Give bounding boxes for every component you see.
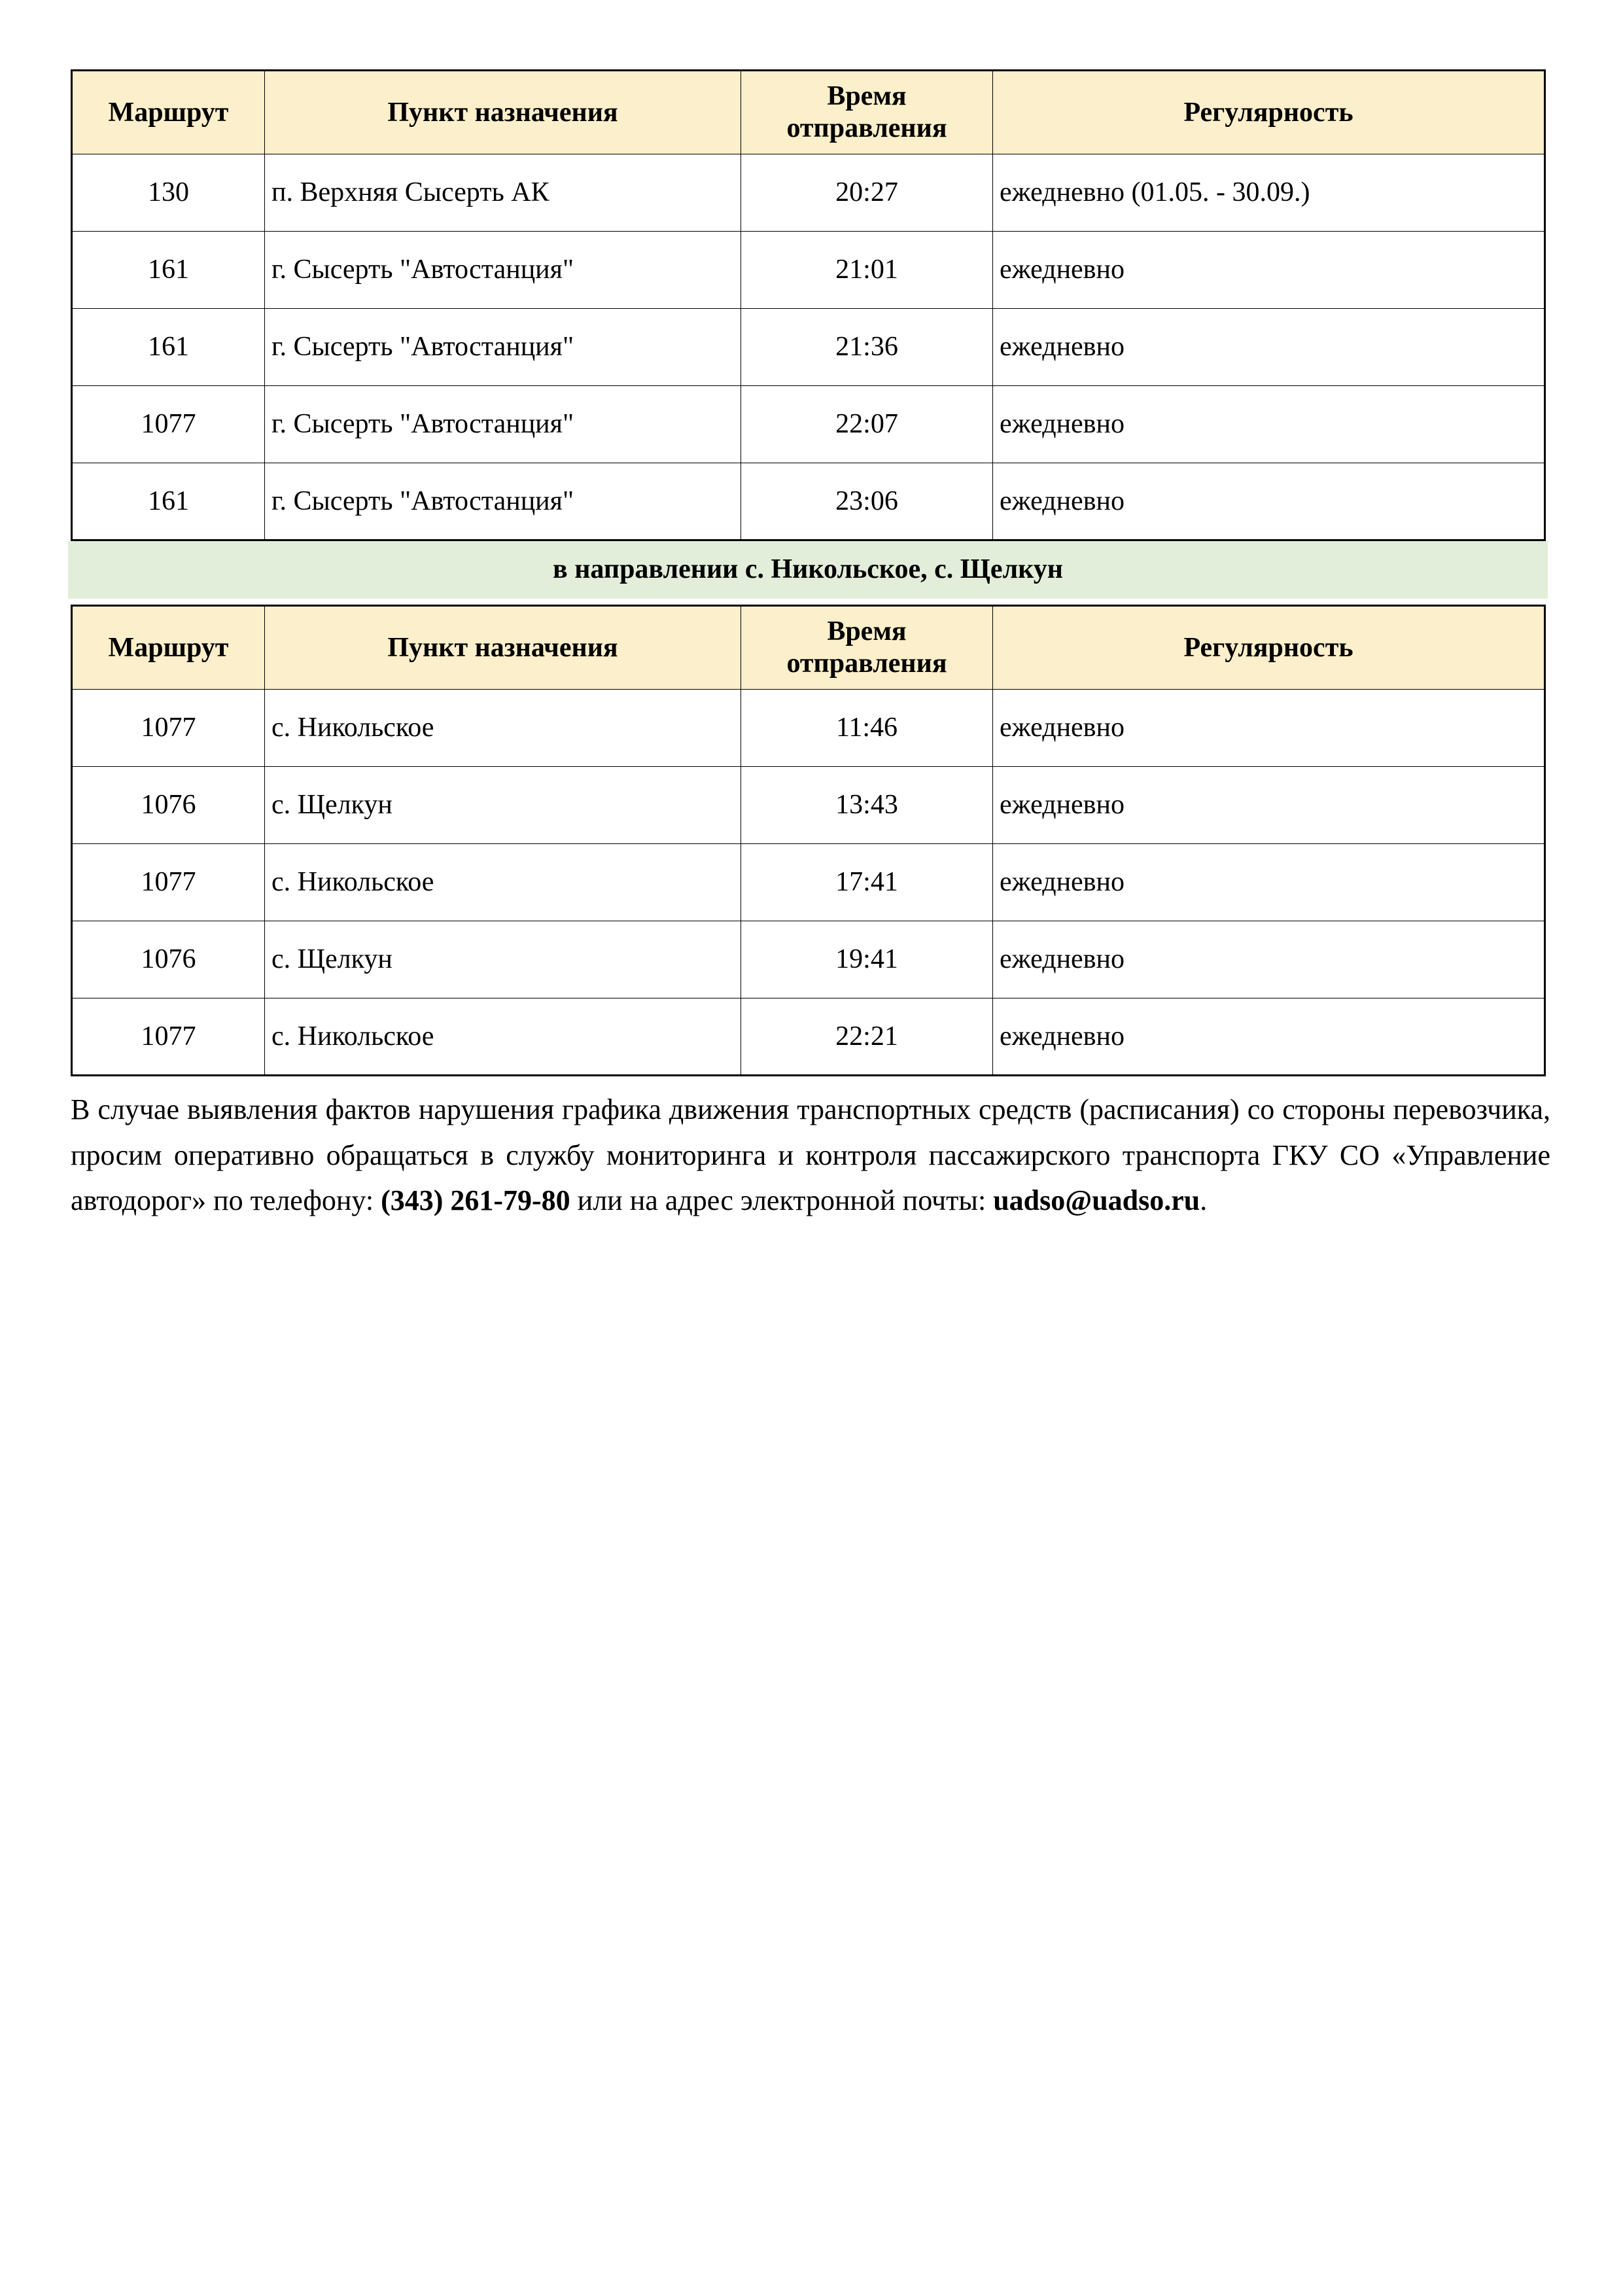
table-row (72, 998, 1545, 1076)
cell-departure-time: 11:46 (741, 690, 993, 767)
cell-route: 1076 (72, 921, 265, 998)
table-bottom-header (72, 606, 1545, 690)
cell-route: 130 (72, 154, 265, 232)
cell-departure-time: 21:01 (741, 232, 993, 309)
departure-time-line-1: Время (827, 81, 907, 112)
column-header-departure-time (741, 71, 993, 154)
column-header-route: Маршрут (72, 71, 265, 154)
section-direction-band: в направлении с. Никольское, с. Щелкун (68, 541, 1548, 599)
contact-email: uadso@uadso.ru (993, 1184, 1200, 1217)
cell-departure-time: 21:36 (741, 309, 993, 386)
footer-note-text-part-1: В случае выявления фактов нарушения графика движения транспортных средств (расписания) со стороны перевозчика, просим оперативно обращаться в службу мониторинга и контроля пассажирского транспорта ГКУ СО «Управление автодорог» по телефону: (71, 1093, 1550, 1217)
footer-contact-note (71, 1087, 1550, 1224)
table-row (72, 690, 1545, 767)
table-row (72, 921, 1545, 998)
cell-destination: г. Сысерть "Автостанция" (265, 463, 741, 540)
table-row (72, 154, 1545, 232)
cell-regularity: ежедневно (993, 921, 1545, 998)
table-row (72, 309, 1545, 386)
departure-time-line-2: отправления (786, 648, 947, 679)
cell-regularity: ежедневно (993, 844, 1545, 921)
cell-departure-time: 19:41 (741, 921, 993, 998)
column-header-regularity: Регулярность (993, 71, 1545, 154)
cell-destination: с. Щелкун (265, 921, 741, 998)
cell-route: 161 (72, 232, 265, 309)
schedule-table-top (71, 69, 1546, 541)
cell-regularity: ежедневно (993, 998, 1545, 1076)
departure-time-line-2: отправления (786, 113, 947, 143)
cell-route: 1076 (72, 767, 265, 844)
cell-departure-time: 23:06 (741, 463, 993, 540)
cell-route: 1077 (72, 844, 265, 921)
cell-destination: с. Никольское (265, 998, 741, 1076)
column-header-destination: Пункт назначения (265, 606, 741, 690)
cell-regularity: ежедневно (993, 232, 1545, 309)
table-row (72, 232, 1545, 309)
cell-regularity: ежедневно (993, 767, 1545, 844)
cell-departure-time: 20:27 (741, 154, 993, 232)
departure-time-line-1: Время (827, 616, 907, 647)
cell-regularity: ежедневно (01.05. - 30.09.) (993, 154, 1545, 232)
column-header-destination: Пункт назначения (265, 71, 741, 154)
cell-departure-time: 22:21 (741, 998, 993, 1076)
cell-destination: г. Сысерть "Автостанция" (265, 309, 741, 386)
table-row (72, 767, 1545, 844)
cell-route: 1077 (72, 998, 265, 1076)
cell-departure-time: 22:07 (741, 386, 993, 463)
cell-regularity: ежедневно (993, 463, 1545, 540)
band-spacer (71, 599, 1550, 605)
cell-route: 161 (72, 309, 265, 386)
cell-regularity: ежедневно (993, 309, 1545, 386)
cell-regularity: ежедневно (993, 386, 1545, 463)
cell-destination: с. Щелкун (265, 767, 741, 844)
cell-departure-time: 13:43 (741, 767, 993, 844)
cell-destination: г. Сысерть "Автостанция" (265, 232, 741, 309)
schedule-table-bottom (71, 605, 1546, 1076)
table-header-row (72, 606, 1545, 690)
column-header-regularity: Регулярность (993, 606, 1545, 690)
cell-route: 1077 (72, 690, 265, 767)
document-content (71, 69, 1550, 1252)
cell-destination: п. Верхняя Сысерть АК (265, 154, 741, 232)
cell-destination: с. Никольское (265, 690, 741, 767)
table-bottom-body (72, 690, 1545, 1076)
table-row (72, 463, 1545, 540)
table-top-body (72, 154, 1545, 540)
footer-note-text-part-3: . (1200, 1184, 1208, 1217)
contact-phone: (343) 261-79-80 (381, 1184, 570, 1217)
table-row (72, 386, 1545, 463)
cell-route: 161 (72, 463, 265, 540)
column-header-departure-time (741, 606, 993, 690)
column-header-route: Маршрут (72, 606, 265, 690)
footer-note-text-part-2: или на адрес электронной почты: (570, 1184, 994, 1217)
cell-regularity: ежедневно (993, 690, 1545, 767)
cell-destination: с. Никольское (265, 844, 741, 921)
table-top-header (72, 71, 1545, 154)
cell-route: 1077 (72, 386, 265, 463)
cell-destination: г. Сысерть "Автостанция" (265, 386, 741, 463)
table-header-row (72, 71, 1545, 154)
cell-departure-time: 17:41 (741, 844, 993, 921)
table-row (72, 844, 1545, 921)
